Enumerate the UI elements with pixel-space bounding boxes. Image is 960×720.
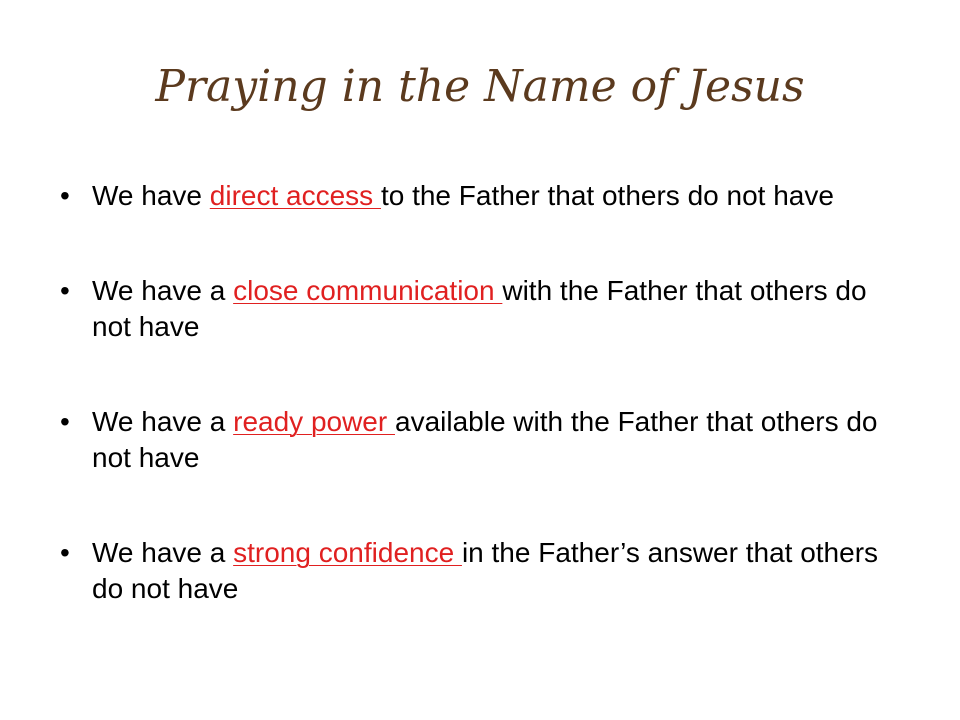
bullet-text-before: We have a xyxy=(92,537,234,568)
bullet-text-before: We have a xyxy=(92,275,234,306)
bullet-item-strong-confidence xyxy=(60,535,890,607)
bullet-text-after: with the Father that others do not have xyxy=(92,275,867,342)
bullet-dot-icon: • xyxy=(60,406,70,437)
bullet-highlight: strong confidence xyxy=(233,537,462,568)
bullet-text-after: available with the Father that others do not have xyxy=(92,406,878,473)
bullet-dot-icon: • xyxy=(60,537,70,568)
bullet-dot-icon: • xyxy=(60,180,70,211)
bullet-highlight: direct access xyxy=(209,180,381,211)
bullet-highlight: close communication xyxy=(233,275,503,306)
bullet-item-direct-access xyxy=(60,178,890,214)
bullet-text-after: in the Father’s answer that others do not have xyxy=(92,537,879,604)
bullet-text-after: to the Father that others do not have xyxy=(380,180,834,211)
bullet-highlight: ready power xyxy=(233,406,395,437)
bullet-text-before: We have xyxy=(92,180,210,211)
bullet-item-close-communication xyxy=(60,273,890,345)
bullet-list xyxy=(60,178,890,607)
bullet-text-before: We have a xyxy=(92,406,234,437)
slide-title: Praying in the Name of Jesus xyxy=(155,61,805,112)
bullet-dot-icon: • xyxy=(60,275,70,306)
bullet-item-ready-power xyxy=(60,404,890,476)
